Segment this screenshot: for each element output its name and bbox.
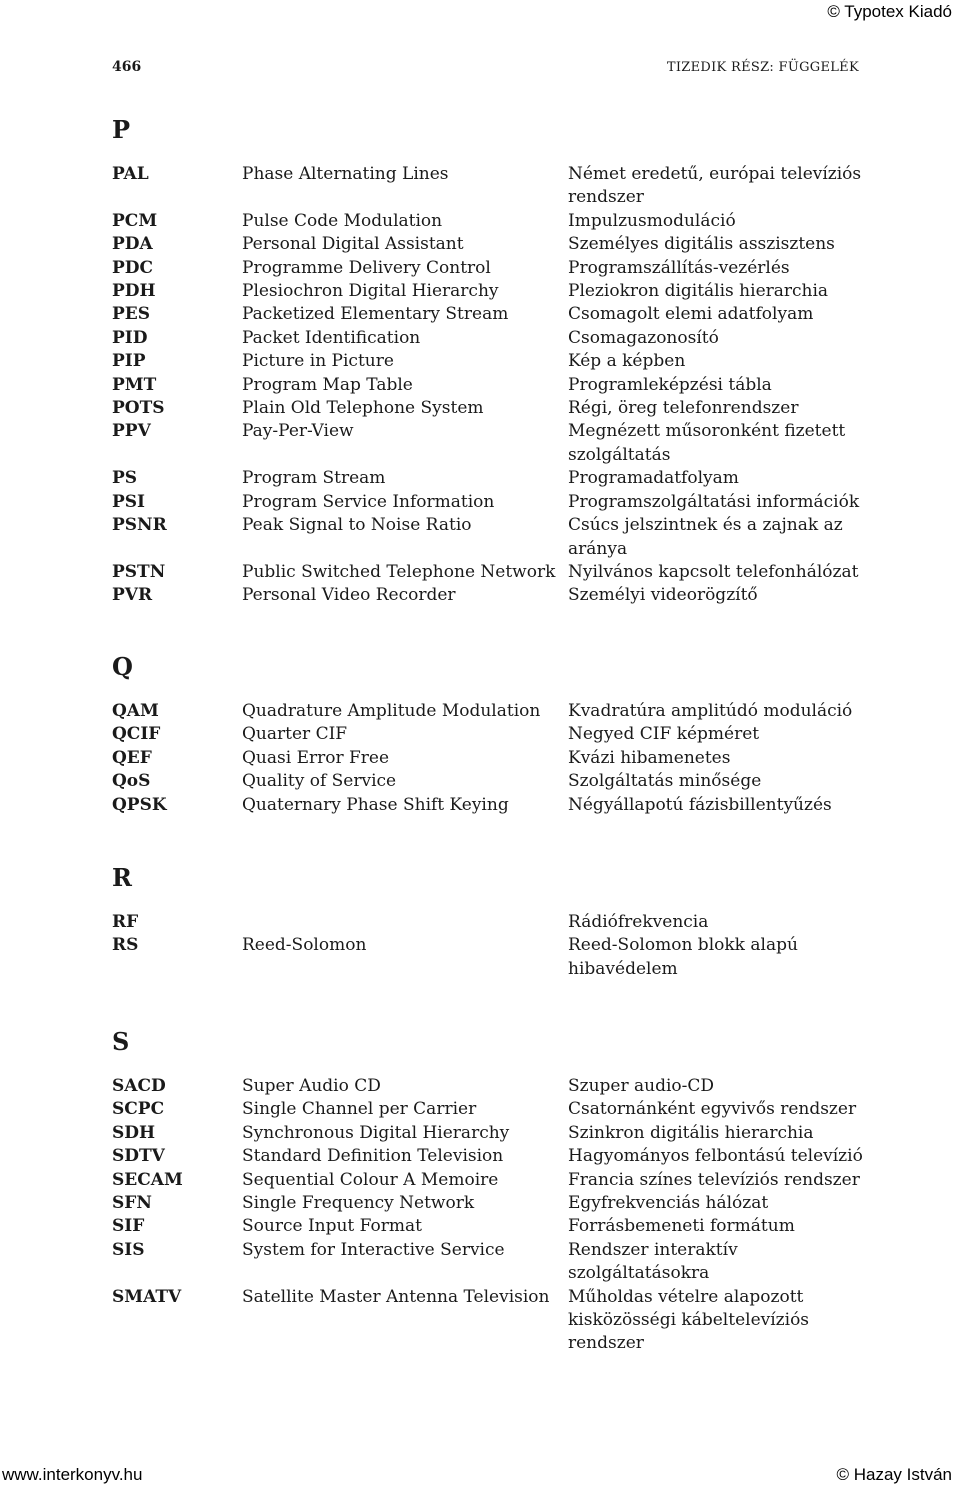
- glossary-row: [112, 491, 872, 514]
- hungarian-term: Kép a képben: [568, 351, 686, 372]
- glossary-row: [112, 584, 872, 607]
- glossary-row: [112, 1145, 872, 1168]
- english-term: Program Service Information: [242, 491, 495, 512]
- abbreviation: PSNR: [112, 515, 167, 536]
- section-letter: R: [112, 863, 132, 892]
- glossary-row: [112, 1075, 872, 1098]
- abbreviation: QCIF: [112, 724, 161, 745]
- hungarian-term: Rendszer interaktív szolgáltatásokra: [568, 1239, 738, 1284]
- glossary-entries: [112, 1075, 872, 1356]
- glossary-row: [112, 1215, 872, 1238]
- hungarian-term: Műholdas vételre alapozott kisközösségi kábeltelevíziós rendszer: [568, 1286, 810, 1354]
- abbreviation: SDH: [112, 1122, 156, 1143]
- hungarian-term: Nyilvános kapcsolt telefonhálózat: [568, 561, 859, 582]
- english-term: Packet Identification: [242, 327, 421, 348]
- abbreviation: SIF: [112, 1216, 145, 1237]
- glossary-row: [112, 770, 872, 793]
- abbreviation: RF: [112, 912, 139, 932]
- site-watermark: www.interkonyv.hu: [2, 1465, 143, 1484]
- glossary-row: [112, 747, 872, 770]
- glossary-row: [112, 934, 872, 981]
- glossary-row: [112, 467, 872, 490]
- abbreviation: RS: [112, 935, 139, 956]
- hungarian-term: Programszállítás-vezérlés: [568, 257, 790, 278]
- glossary-row: [112, 374, 872, 397]
- english-term: Packetized Elementary Stream: [242, 304, 509, 325]
- glossary-row: [112, 397, 872, 420]
- glossary-row: [112, 700, 872, 723]
- abbreviation: PID: [112, 327, 148, 348]
- english-term: Sequential Colour A Memoire: [242, 1169, 499, 1190]
- hungarian-term: Csúcs jelszintnek és a zajnak az aránya: [568, 515, 843, 559]
- english-term: [242, 911, 568, 934]
- hungarian-term: Programleképzési tábla: [568, 374, 772, 395]
- section-r: [112, 863, 872, 981]
- section-letter: S: [112, 1027, 130, 1056]
- abbreviation: SFN: [112, 1193, 152, 1214]
- page-number: 466: [112, 59, 142, 75]
- english-term: Pay-Per-View: [242, 421, 354, 442]
- english-term: Quarter CIF: [242, 724, 348, 745]
- publisher-watermark: © Typotex Kiadó: [827, 2, 952, 21]
- glossary-row: [112, 280, 872, 303]
- abbreviation: PCM: [112, 210, 158, 231]
- hungarian-term: Rádiófrekvencia: [568, 912, 709, 932]
- abbreviation: PDH: [112, 281, 156, 302]
- english-term: Plain Old Telephone System: [242, 398, 484, 419]
- glossary-row: [112, 1192, 872, 1215]
- english-term: Quadrature Amplitude Modulation: [242, 701, 541, 721]
- abbreviation: QoS: [112, 771, 151, 792]
- abbreviation: SIS: [112, 1239, 145, 1260]
- glossary-row: [112, 420, 872, 467]
- hungarian-term: Személyi videorögzítő: [568, 585, 758, 606]
- hungarian-term: Csatornánként egyvivős rendszer: [568, 1099, 857, 1120]
- hungarian-term: Programszolgáltatási információk: [568, 491, 860, 512]
- author-watermark: © Hazay István: [836, 1465, 952, 1484]
- abbreviation: PDC: [112, 257, 154, 278]
- hungarian-term: Kvázi hibamenetes: [568, 747, 731, 768]
- english-term: Standard Definition Television: [242, 1146, 504, 1167]
- english-term: Personal Video Recorder: [242, 585, 456, 606]
- glossary-row: [112, 1286, 872, 1356]
- abbreviation: PES: [112, 304, 151, 325]
- hungarian-term: Megnézett műsoronként fizetett szolgáltatás: [568, 421, 846, 465]
- english-term: Programme Delivery Control: [242, 257, 491, 278]
- glossary-row: [112, 1098, 872, 1121]
- abbreviation: PPV: [112, 421, 151, 442]
- english-term: Plesiochron Digital Hierarchy: [242, 281, 499, 302]
- abbreviation: SMATV: [112, 1286, 182, 1307]
- hungarian-term: Régi, öreg telefonrendszer: [568, 398, 799, 419]
- hungarian-term: Egyfrekvenciás hálózat: [568, 1193, 769, 1214]
- glossary-row: [112, 911, 872, 934]
- running-head: TIZEDIK RÉSZ: FÜGGELÉK: [666, 60, 859, 75]
- english-term: Pulse Code Modulation: [242, 210, 443, 231]
- hungarian-term: Csomagazonosító: [568, 327, 719, 348]
- english-term: Source Input Format: [242, 1216, 422, 1237]
- abbreviation: PSTN: [112, 561, 166, 582]
- abbreviation: SECAM: [112, 1169, 183, 1190]
- english-term: Satellite Master Antenna Television: [242, 1286, 550, 1307]
- section-letter: P: [112, 115, 131, 144]
- abbreviation: PDA: [112, 234, 153, 255]
- english-term: Reed-Solomon: [242, 935, 367, 956]
- glossary-row: [112, 514, 872, 561]
- english-term: Single Frequency Network: [242, 1193, 475, 1214]
- glossary-row: [112, 794, 872, 817]
- abbreviation: SACD: [112, 1076, 166, 1096]
- english-term: Quasi Error Free: [242, 747, 390, 768]
- glossary-row: [112, 303, 872, 326]
- glossary-row: [112, 210, 872, 233]
- english-term: Synchronous Digital Hierarchy: [242, 1122, 510, 1143]
- abbreviation: PMT: [112, 374, 157, 395]
- english-term: Peak Signal to Noise Ratio: [242, 515, 472, 536]
- hungarian-term: Szinkron digitális hierarchia: [568, 1122, 814, 1143]
- hungarian-term: Forrásbemeneti formátum: [568, 1216, 795, 1237]
- section-q: [112, 652, 872, 817]
- section-p: [112, 115, 872, 608]
- abbreviation: PS: [112, 468, 138, 489]
- hungarian-term: Szuper audio-CD: [568, 1076, 715, 1096]
- hungarian-term: Hagyományos felbontású televízió: [568, 1146, 863, 1167]
- glossary-row: [112, 327, 872, 350]
- abbreviation: SDTV: [112, 1146, 165, 1167]
- hungarian-term: Személyes digitális asszisztens: [568, 234, 835, 255]
- english-term: System for Interactive Service: [242, 1239, 505, 1260]
- hungarian-term: Csomagolt elemi adatfolyam: [568, 304, 814, 325]
- glossary-row: [112, 1169, 872, 1192]
- hungarian-term: Négyállapotú fázisbillentyűzés: [568, 794, 832, 815]
- hungarian-term: Kvadratúra amplitúdó moduláció: [568, 701, 853, 721]
- abbreviation: PSI: [112, 491, 146, 512]
- hungarian-term: Impulzusmoduláció: [568, 210, 736, 231]
- abbreviation: QEF: [112, 747, 152, 768]
- section-letter: Q: [112, 652, 133, 681]
- glossary-row: [112, 723, 872, 746]
- glossary-row: [112, 1122, 872, 1145]
- abbreviation: POTS: [112, 398, 165, 419]
- glossary-row: [112, 1239, 872, 1286]
- glossary-row: [112, 257, 872, 280]
- english-term: Quality of Service: [242, 771, 397, 792]
- english-term: Public Switched Telephone Network: [242, 561, 556, 582]
- english-term: Quaternary Phase Shift Keying: [242, 794, 509, 815]
- hungarian-term: Német eredetű, európai televíziós rendszer: [568, 164, 862, 208]
- english-term: Phase Alternating Lines: [242, 164, 449, 184]
- hungarian-term: Szolgáltatás minősége: [568, 771, 762, 792]
- hungarian-term: Pleziokron digitális hierarchia: [568, 281, 829, 302]
- abbreviation: QPSK: [112, 794, 167, 815]
- section-s: [112, 1027, 872, 1356]
- glossary-row: [112, 163, 872, 210]
- abbreviation: PVR: [112, 585, 153, 606]
- glossary-entries: [112, 163, 872, 608]
- glossary-entries: [112, 911, 872, 981]
- abbreviation: PIP: [112, 351, 146, 372]
- hungarian-term: Programadatfolyam: [568, 468, 739, 489]
- abbreviation: PAL: [112, 164, 149, 184]
- hungarian-term: Francia színes televíziós rendszer: [568, 1169, 860, 1190]
- english-term: Program Stream: [242, 468, 386, 489]
- glossary-row: [112, 350, 872, 373]
- english-term: Super Audio CD: [242, 1076, 381, 1096]
- english-term: Program Map Table: [242, 374, 413, 395]
- abbreviation: QAM: [112, 701, 159, 721]
- hungarian-term: Negyed CIF képméret: [568, 724, 760, 745]
- glossary-row: [112, 233, 872, 256]
- english-term: Single Channel per Carrier: [242, 1099, 477, 1120]
- abbreviation: SCPC: [112, 1099, 165, 1120]
- glossary-entries: [112, 700, 872, 817]
- glossary-row: [112, 561, 872, 584]
- english-term: Picture in Picture: [242, 351, 394, 372]
- hungarian-term: Reed-Solomon blokk alapú hibavédelem: [568, 935, 798, 979]
- english-term: Personal Digital Assistant: [242, 234, 464, 255]
